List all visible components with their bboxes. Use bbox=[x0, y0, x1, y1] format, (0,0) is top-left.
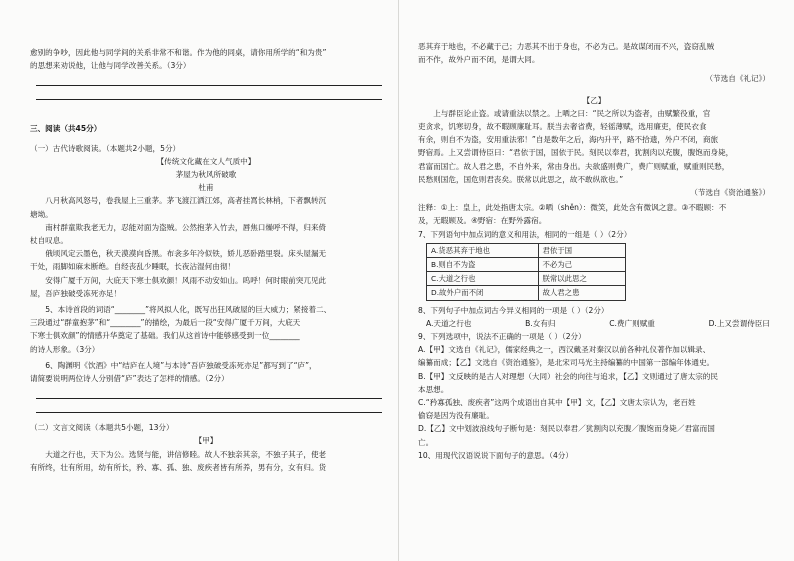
option: B.女有归 bbox=[525, 318, 556, 328]
text-jia-line: 而不作，故外户而不闭，是谓大同。 bbox=[418, 55, 540, 65]
q9-option-line: D.【乙】文中划波浪线句子断句是：刻民以奉君／犹割肉以充腹／腹饱而身毙／君富而国 bbox=[418, 424, 715, 434]
table-cell: 故人君之患 bbox=[538, 286, 626, 300]
q8-options bbox=[418, 317, 770, 330]
text-yi-line: 上与群臣论止盗。或请重法以禁之。上哂之曰：“民之所以为盗者，由赋繁役重，官 bbox=[433, 108, 711, 118]
text-jia-line: 恶其弃于地也，不必藏于己；力恶其不出于身也，不必为己。是故谋闭而不兴，盗窃乱贼 bbox=[418, 42, 715, 51]
table-row bbox=[427, 243, 626, 257]
poem-header: 【传统文化藏在文人气质中】 bbox=[156, 156, 256, 166]
table-cell: 不必为己 bbox=[538, 258, 626, 272]
text-jia-line: 有所终，壮有所用，幼有所长，矜、寡、孤、独、废疾者皆有所养，男有分，女有归。货 bbox=[30, 462, 327, 472]
answer-line bbox=[36, 76, 382, 86]
left-page bbox=[30, 46, 382, 561]
table-row bbox=[427, 258, 626, 272]
poem-line: 干处，雨脚如麻未断绝。自经丧乱少睡眠，长夜沾湿何由彻！ bbox=[30, 262, 236, 272]
part-heading: （二）文言文阅读（本题共5小题，13分） bbox=[30, 423, 174, 433]
text-yi-line: 君富而国亡。故人君之患，不自外来，常由身出。夫欲盛则费广，费广则赋重，赋重则民愁， bbox=[418, 161, 730, 171]
q9-option-line: 编纂而成；【乙】文选自《资治通鉴》，是北宋司马光主持编纂的中国第一部编年体通史。 bbox=[418, 358, 715, 368]
q9-option-line: C.“矜寡孤独、废疾者”这两个成语出自其中【甲】文，【乙】文唐太宗认为，老百姓 bbox=[418, 398, 696, 408]
text-jia-title: 【甲】 bbox=[194, 436, 218, 446]
table-cell: 君依于国 bbox=[538, 243, 626, 257]
poem-line: 南村群童欺我老无力，忍能对面为盗贼。公然抱茅入竹去，唇焦口燥呼不得，归来倚 bbox=[45, 222, 327, 232]
text-yi-line: 有余，则自不为盗，安用重法邪！”自是数年之后，海内升平，路不拾遗，外户不闭，商旅 bbox=[418, 135, 719, 145]
table-cell: 朕常以此思之 bbox=[538, 272, 626, 286]
poem-author: 杜甫 bbox=[198, 183, 214, 193]
poem-line: 塘坳。 bbox=[30, 209, 53, 219]
table-row bbox=[427, 272, 626, 286]
q9-option-line: A.【甲】文选自《礼记》，儒家经典之一，西汉戴圣对秦汉以前各种礼仪著作加以辑录、 bbox=[418, 345, 711, 355]
poem-line: 八月秋高风怒号，卷我屋上三重茅。茅飞渡江洒江郊，高者挂罥长林梢，下者飘转沉 bbox=[45, 196, 327, 206]
table-cell: C.大道之行也 bbox=[427, 272, 539, 286]
q7-table bbox=[426, 243, 626, 301]
table-cell: A.货恶其弃于地也 bbox=[427, 243, 539, 257]
text-yi-title: 【乙】 bbox=[582, 95, 606, 105]
text-yi-line: 野宿焉。上又尝谓侍臣曰：“君依于国，国依于民。刻民以奉君，犹割肉以充腹，腹饱而身毙， bbox=[418, 148, 734, 158]
question-6-line: 请简要说明两位诗人分别借“庐”表达了怎样的情感。（2分） bbox=[30, 374, 229, 384]
question-6: 6、陶渊明《饮酒》中“结庐在人境”与本诗“吾庐独破受冻死亦足”都写到了“庐”， bbox=[45, 360, 317, 370]
question-8: 8、下列句子中加点词古今异义相同的一项是（ ）（2分） bbox=[418, 305, 609, 315]
answer-line bbox=[36, 90, 382, 100]
question-9: 9、下列选项中，说法不正确的一项是（ ）（2分） bbox=[418, 332, 586, 342]
q9-option-line: 亡。 bbox=[418, 437, 434, 447]
table-row bbox=[427, 286, 626, 300]
q9-option-line: 本思想。 bbox=[418, 384, 449, 394]
q9-option-line: B.【甲】文反映的是古人对理想（大同）社会的向往与追求，【乙】文则通过了唐太宗的民 bbox=[418, 371, 718, 381]
page-divider bbox=[398, 0, 399, 561]
intro-line: 的思想来劝说他，让他与同学改善关系。（3分） bbox=[30, 61, 191, 71]
source-note: （节选自《资治通鉴》） bbox=[690, 188, 770, 198]
question-5-line: 三段通过“群童抱茅”和“________”的描绘，为最后一段“安得广厦千万间，大庇天 bbox=[30, 318, 301, 328]
question-10: 10、用现代汉语说说下面句子的意思。（4分） bbox=[418, 450, 573, 460]
text-jia-line: 大道之行也，天下为公。选贤与能，讲信修睦。故人不独亲其亲，不独子其子，使老 bbox=[45, 449, 327, 459]
poem-line: 安得广厦千万间，大庇天下寒士俱欢颜！风雨不动安如山。呜呼！何时眼前突兀见此 bbox=[45, 275, 327, 285]
table-cell: D.故外户而不闭 bbox=[427, 286, 539, 300]
option: D.上又尝谓侍臣曰 bbox=[708, 318, 770, 328]
text-yi-line: 民愁则国危，国危则君丧矣。朕常以此思之，故不敢纵欲也。” bbox=[418, 174, 624, 184]
answer-line bbox=[36, 389, 382, 399]
q9-option-line: 偷窃是因为没有廉耻。 bbox=[418, 411, 494, 421]
section-heading: 三、阅读（共45分） bbox=[30, 124, 102, 134]
poem-line: 俄顷风定云墨色，秋天漠漠向昏黑。布衾多年冷似铁，娇儿恶卧踏里裂。床头屋漏无 bbox=[45, 249, 327, 259]
annotation: 注释：①上：皇上，此处指唐太宗。②哂（shěn）：微笑，此处含有微讽之意。③不暇顾：不 bbox=[418, 203, 727, 213]
option: C.费广则赋重 bbox=[609, 318, 655, 328]
poem-line: 杖自叹息。 bbox=[30, 236, 68, 246]
source-note: （节选自《礼记》） bbox=[705, 74, 770, 84]
intro-line: 愈别的争吵，因此他与同学间的关系非常不和谐。作为他的同桌，请你用所学的“和为贵” bbox=[30, 48, 327, 57]
poem-title: 茅屋为秋风所破歌 bbox=[175, 170, 237, 180]
part-heading: （一）古代诗歌阅读。（本题共2小题，5分） bbox=[30, 143, 181, 153]
right-page bbox=[418, 40, 770, 561]
poem-line: 屋，吾庐独破受冻死亦足！ bbox=[30, 288, 122, 298]
question-5: 5、本诗首段的词语“________”将风拟人化，既写出狂风破屋的巨大威力；紧接着二、 bbox=[45, 305, 332, 315]
question-5-line: 的诗人形象。（3分） bbox=[30, 344, 100, 354]
text-yi-line: 吏贪求，饥寒切身，故不暇顾廉耻耳。朕当去奢省费，轻徭薄赋，选用廉吏，使民衣食 bbox=[418, 122, 707, 132]
question-7: 7、下列语句中加点词的意义和用法，相同的一组是（ ）（2分） bbox=[418, 229, 632, 239]
answer-line bbox=[36, 403, 382, 413]
annotation: 及，无暇顾及。④野宿：在野外露宿。 bbox=[418, 216, 547, 226]
question-5-line: 下寒士俱欢颜”的情感升华奠定了基础。我们从这首诗中能够感受到一位________ bbox=[30, 331, 300, 341]
table-cell: B.则自不为盗 bbox=[427, 258, 539, 272]
option: A.天道之行也 bbox=[426, 318, 472, 328]
